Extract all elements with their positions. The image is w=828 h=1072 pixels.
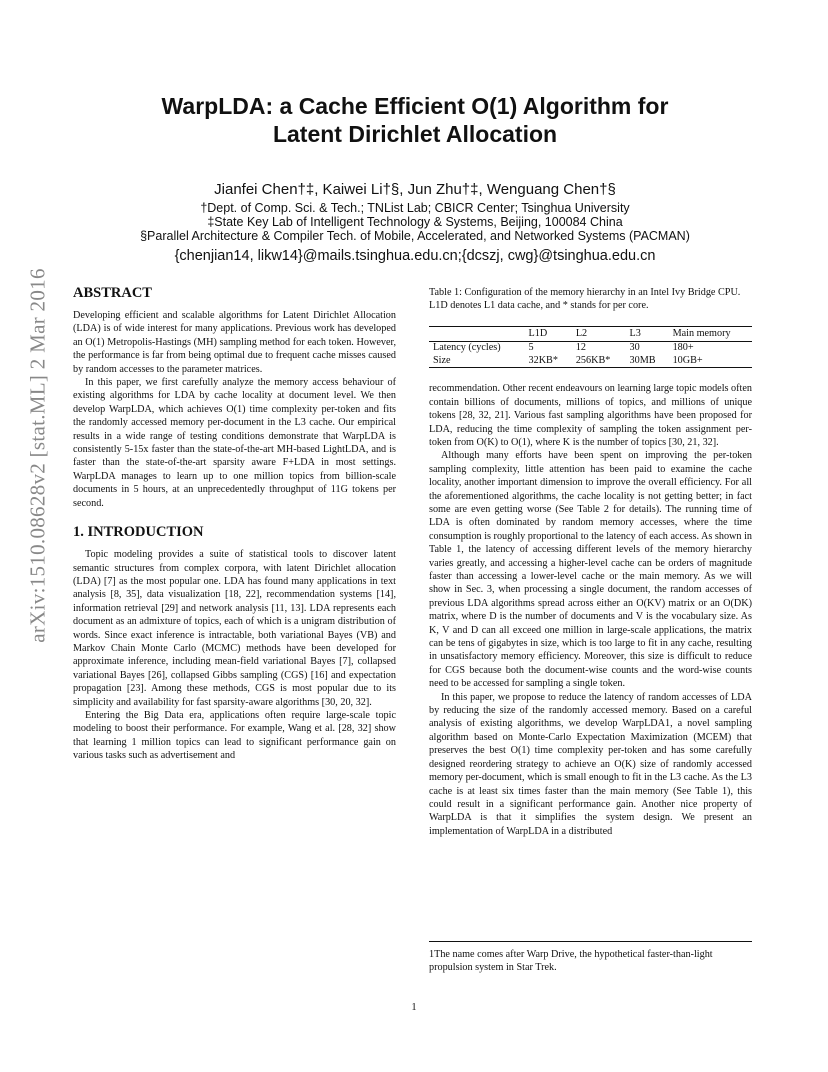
author-emails: {chenjian14, likw14}@mails.tsinghua.edu.cn;{dcszj, cwg}@tsinghua.edu.cn (174, 248, 656, 264)
table-cell: 10GB+ (672, 354, 703, 366)
table-cell: 256KB* (575, 354, 611, 366)
table-row (429, 355, 752, 368)
table-row (429, 342, 752, 355)
table-cell: 30MB (629, 354, 656, 366)
abstract-paragraph-2: In this paper, we first carefully analyze the memory access behaviour of existing algorithms for LDA by cache locality at document level. We then develop WarpLDA, which achieves O(1) time complexity per-token and fits the randomly accessed memory per-document in the L3 cache. Our empirical results in a wide range of testing conditions demonstrate that WarpLDA is consistently 5-15x faster than the state-of-the-art MH-based LightLDA, and is faster than the state-of-the-art sparsity aware F+LDA in most settings. WarpLDA manages to learn up to one million topics from billion-scale documents in 5 hours, at an unprecedentedly throughput of 11G tokens per second. (73, 377, 396, 509)
memory-hierarchy-table (429, 326, 752, 369)
right-paragraph-1: recommendation. Other recent endeavours on learning large topic models often contain billions of documents, millions of topics, and millions of unique tokens [28, 32, 21]. Various fast sampling algorithms have been proposed for LDA, reducing the time complexity of sampling the token assignment per-token from O(K) to O(1), where K is the number of topics [30, 21, 32]. (429, 383, 752, 448)
right-column (429, 286, 752, 838)
footnote: 1The name comes after Warp Drive, the hypothetical faster-than-light propulsion system in Star Trek. (429, 941, 752, 975)
author-list: Jianfei Chen†‡, Kaiwei Li†§, Jun Zhu†‡, Wenguang Chen†§ (214, 181, 616, 198)
table-header-cell: L3 (626, 326, 669, 342)
right-paragraph-2: Although many efforts have been spent on improving the per-token sampling complexity, little attention has been paid to examine the cache locality, another important dimension to improve the overall efficiency. For all the aforementioned algorithms, the cache locality is not getting better; in fact some are even getting worse (See Table 2 for details). The running time of LDA is often dominated by random memory accesses, where the time consumption is roughly proportional to the latency of each access. As shown in Table 1, the latency of accessing different levels of the memory hierarchy varies greatly, and accessing a higher-level cache can be orders of magnitude faster than accessing a lower-level cache or the main memory. As we will show in Sec. 3, when processing a single document, the random accesses of previous LDA algorithms spread across either an O(KV) matrix or an O(DK) matrix, where D is the number of documents and V is the vocabulary size. As K, V and D can all exceed one million in large-scale applications, the matrix can be tens of gigabytes in size, which is too large to fit in any cache, resulting in unsatisfactory memory efficiency. Moreover, this size is difficult to reduce for CGS because both the document-wise counts and the word-wise counts need to be accessed for sampling a single token. (429, 450, 752, 690)
table-cell: Latency (cycles) (433, 342, 501, 354)
abstract-heading: ABSTRACT (73, 285, 152, 301)
introduction-heading: 1. INTRODUCTION (73, 524, 204, 541)
page-number: 1 (411, 1002, 417, 1013)
table-caption: Table 1: Configuration of the memory hierarchy in an Intel Ivy Bridge CPU. L1D denotes L1 data cache, and * stands for per core. (429, 287, 741, 312)
affiliation-3: §Parallel Architecture & Compiler Tech. of Mobile, Accelerated, and Networked Systems (PACMAN) (140, 229, 690, 243)
left-column (73, 285, 396, 763)
arxiv-identifier: arXiv:1510.08628v2 [stat.ML] 2 Mar 2016 (25, 267, 50, 643)
table-cell: 180+ (672, 342, 694, 354)
title-line-2: Latent Dirichlet Allocation (272, 121, 558, 147)
affiliation-1: †Dept. of Comp. Sci. & Tech.; TNList Lab; CBICR Center; Tsinghua University (200, 201, 630, 215)
affiliation-2: ‡State Key Lab of Intelligent Technology & Systems, Beijing, 100084 China (207, 215, 623, 229)
table-cell: 32KB* (528, 354, 558, 366)
intro-paragraph-2: Entering the Big Data era, applications often require large-scale topic modeling to boost their performance. For example, Wang et al. [28, 32] show that learning 1 million topics can lead to significant performance gain on various tasks such as advertisement and (73, 709, 396, 762)
table-cell: 30 (629, 342, 640, 354)
table-header-cell: L2 (572, 326, 626, 342)
table-cell: Size (433, 354, 451, 366)
table-header-row (429, 326, 752, 342)
table-cell: 12 (575, 342, 586, 354)
intro-paragraph-1: Topic modeling provides a suite of statistical tools to discover latent semantic structures from complex corpora, with latent Dirichlet allocation (LDA) [7] as the most popular one. LDA has found many applications in text analysis [8, 35], data visualization [18, 22], recommendation systems [14], information retrieval [29] and network analysis [11, 13]. LDA represents each document as an admixture of topics, each of which is a unigram distribution of words. Since exact inference is intractable, both variational Bayes (VB) and Markov Chain Monte Carlo (MCMC) methods have been developed for approximate inference, including mean-field variational Bayes [7], collapsed variational Bayes [26], collapsed Gibbs sampling (CGS) [16] and expectation propagation [23]. Among these methods, CGS is most popular due to its simplicity and availability for fast sparsity-aware algorithms [30, 20, 32]. (73, 549, 396, 708)
right-paragraph-3: In this paper, we propose to reduce the latency of random accesses of LDA by reducing the size of the randomly accessed memory. Based on a careful analysis of existing algorithms, we develop WarpLDA1, a novel sampling algorithm based on Monte-Carlo Expectation Maximization (MCEM) that preserves the best O(1) time complexity per-token and has some carefully designed reordering strategy to achieve an O(K) size of randomly accessed memory per-document, which is small enough to fit in the L3 cache. As the L3 cache is at least six times faster than the main memory (See Table 1), this could result in a significant performance gain. Another nice property of WarpLDA is that it simplifies the system design. We present an implementation of WarpLDA in a distributed (429, 691, 752, 837)
title-line-1: WarpLDA: a Cache Efficient O(1) Algorithm for (161, 93, 669, 119)
paper-title (80, 92, 750, 148)
table-header-cell: Main memory (669, 326, 752, 342)
table-cell: 5 (528, 342, 534, 354)
table-header-cell (429, 326, 525, 342)
table-header-cell: L1D (525, 326, 572, 342)
abstract-paragraph-1: Developing efficient and scalable algorithms for Latent Dirichlet Allocation (LDA) is of wide interest for many applications. Previous work has developed an O(1) Metropolis-Hastings (MH) sampling method for each token. However, the performance is far from being optimal due to frequent cache misses caused by random accesses to the parameter matrices. (73, 310, 396, 375)
